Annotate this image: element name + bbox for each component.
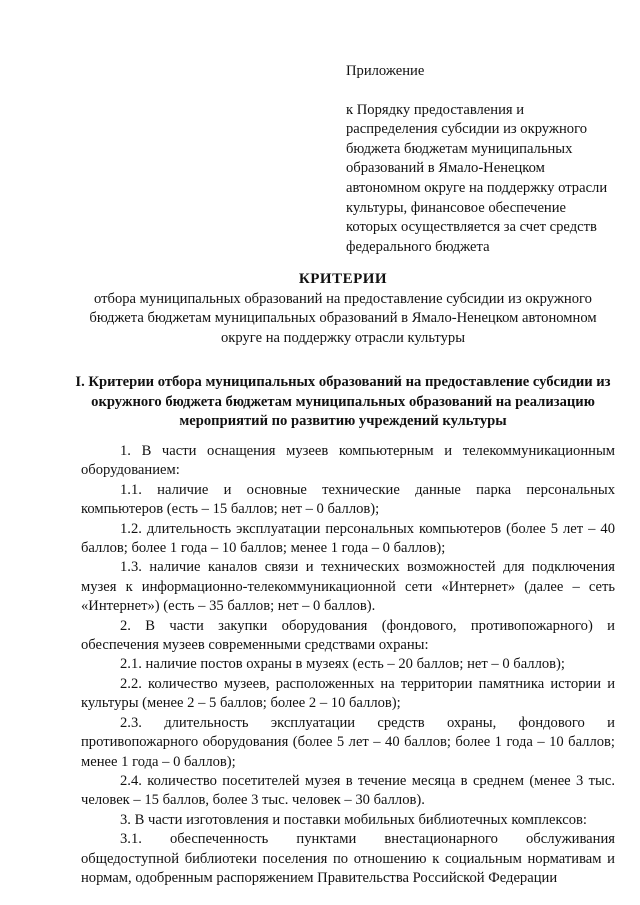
paragraph: 2.4. количество посетителей музея в течение месяца в среднем (менее 3 тыс. человек – 15 баллов, более 3 тыс. человек – 30 баллов). [81, 772, 615, 809]
paragraph: 2.3. длительность эксплуатации средств охраны, фондового и противопожарного оборудования (более 5 лет – 40 баллов; более 1 года – 10 баллов; менее 1 года – 0 баллов); [81, 714, 615, 770]
paragraph: 2. В части закупки оборудования (фондового, противопожарного) и обеспечения музеев современными средствами охраны: [81, 617, 615, 654]
appendix-title: Приложение [346, 63, 425, 79]
paragraph: 1.3. наличие каналов связи и технических возможностей для подключения музея к информационно-телекоммуникационной сети «Интернет» (далее – сеть «Интернет») (есть – 35 баллов; нет – 0 баллов). [81, 559, 615, 615]
paragraph: 2.1. наличие постов охраны в музеях (есть – 20 баллов; нет – 0 баллов); [120, 656, 565, 673]
paragraph: 1.2. длительность эксплуатации персональных компьютеров (более 5 лет – 40 баллов; более 1 года – 10 баллов; менее 1 года – 0 баллов); [81, 520, 615, 557]
paragraph: 1.1. наличие и основные технические данные парка персональных компьютеров (есть – 15 баллов; нет – 0 баллов); [81, 481, 615, 518]
paragraph: 3. В части изготовления и поставки мобильных библиотечных комплексов: [120, 811, 587, 828]
criteria-header [70, 270, 616, 348]
paragraph: 1. В части оснащения музеев компьютерным и телекоммуникационным оборудованием: [81, 443, 615, 479]
appendix-block [346, 62, 618, 257]
criteria-subtitle: отбора муниципальных образований на предоставление субсидии из окружного бюджета бюджетам муниципальных образований в Ямало-Ненецком автономном округе на поддержку отрасли культуры [89, 290, 597, 346]
criteria-heading: КРИТЕРИИ [298, 271, 388, 287]
paragraph: 2.2. количество музеев, расположенных на территории памятника истории и культуры (менее 2 – 5 баллов; более 2 – 10 баллов); [81, 675, 615, 712]
appendix-text: к Порядку предоставления и распределения субсидии из окружного бюджета бюджетам муниципальных образований в Ямало-Ненецком автономном округе на поддержку отрасли культуры, финансовое обеспечение которых осуществляется за счет средств федерального бюджета [346, 101, 608, 255]
paragraph: 3.1. обеспеченность пунктами внестационарного обслуживания общедоступной библиотеки поселения по отношению к социальным нормативам и нормам, одобренным распоряжением Правительства Российской Федерации [81, 831, 615, 886]
document-body [81, 442, 615, 888]
section-title: I. Критерии отбора муниципальных образований на предоставление субсидии из окружного бюджета бюджетам муниципальных образований на реализацию мероприятий по развитию учреждений культуры [75, 374, 611, 430]
